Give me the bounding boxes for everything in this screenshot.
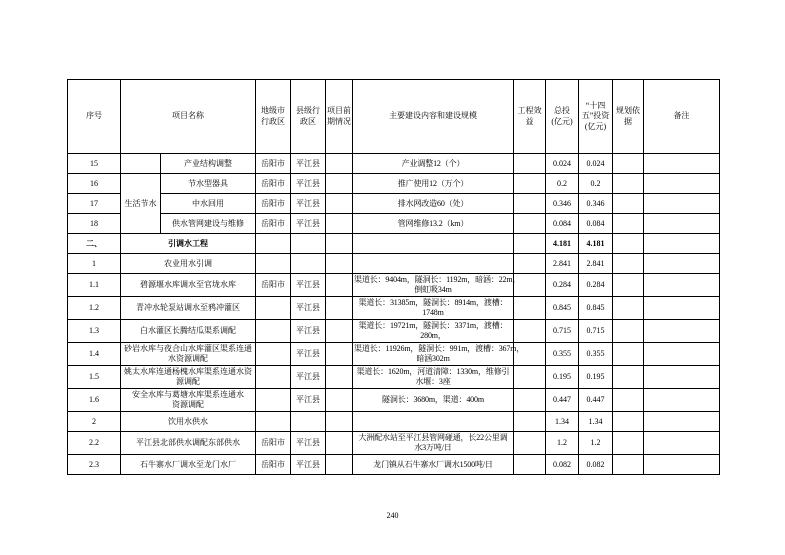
cell-plan14: 0.084	[579, 214, 613, 234]
cell-total: 0.024	[546, 154, 579, 174]
cell-county: 平江县	[291, 389, 326, 412]
cell-county: 平江县	[291, 343, 326, 366]
table-row	[68, 254, 720, 274]
cell-basis	[613, 412, 644, 432]
cell-city	[256, 297, 291, 320]
table-row	[68, 432, 720, 455]
cell-name: 白水灌区长腾结瓜渠系调配	[121, 320, 256, 343]
cell-plan14: 0.2	[579, 174, 613, 194]
header-total-investment: 总投 (亿元)	[546, 80, 579, 154]
cell-name: 中水回用	[161, 194, 256, 214]
cell-county: 平江县	[291, 194, 326, 214]
cell-city	[256, 320, 291, 343]
cell-prelim	[326, 412, 353, 432]
cell-remark	[644, 343, 720, 366]
header-remark: 备注	[644, 80, 720, 154]
cell-plan14: 4.181	[579, 234, 613, 254]
cell-seq: 1.5	[68, 366, 121, 389]
cell-group	[121, 154, 161, 174]
cell-remark	[644, 274, 720, 297]
cell-name: 饮用水供水	[121, 412, 256, 432]
cell-prelim	[326, 274, 353, 297]
cell-name: 姚太水库连通杨槐水库渠系连通水资 源调配	[121, 366, 256, 389]
cell-benefit	[514, 234, 546, 254]
cell-prelim	[326, 343, 353, 366]
cell-plan14: 1.34	[579, 412, 613, 432]
project-table	[67, 79, 720, 475]
page-number: 240	[386, 511, 399, 520]
cell-city: 岳阳市	[256, 455, 291, 475]
cell-seq: 1.6	[68, 389, 121, 412]
cell-name: 供水管网建设与维修	[161, 214, 256, 234]
table-row	[68, 274, 720, 297]
cell-benefit	[514, 154, 546, 174]
cell-basis	[613, 174, 644, 194]
cell-total: 0.084	[546, 214, 579, 234]
cell-basis	[613, 432, 644, 455]
cell-total: 1.2	[546, 432, 579, 455]
cell-plan14: 0.447	[579, 389, 613, 412]
cell-basis	[613, 389, 644, 412]
cell-name: 碧源堰水库调水至官垅水库	[121, 274, 256, 297]
table-row	[68, 174, 720, 194]
cell-content: 渠道长：11926m，隧洞长：991m，渡槽：367m， 暗涵302m	[353, 343, 514, 366]
cell-city: 岳阳市	[256, 194, 291, 214]
cell-content: 渠道长：1620m，河道清障：1330m，维修引 水堰：3座	[353, 366, 514, 389]
cell-basis	[613, 194, 644, 214]
table-row	[68, 366, 720, 389]
cell-benefit	[514, 320, 546, 343]
cell-name: 节水型器具	[161, 174, 256, 194]
table-body	[68, 154, 720, 475]
cell-remark	[644, 412, 720, 432]
cell-plan14: 0.195	[579, 366, 613, 389]
cell-plan14: 0.715	[579, 320, 613, 343]
cell-county	[291, 234, 326, 254]
cell-city	[256, 366, 291, 389]
cell-content: 渠道长：31385m，隧洞长：8914m，渡槽： 1748m	[353, 297, 514, 320]
cell-total: 4.181	[546, 234, 579, 254]
cell-prelim	[326, 455, 353, 475]
cell-city: 岳阳市	[256, 174, 291, 194]
cell-seq: 16	[68, 174, 121, 194]
header-14th-plan-investment: “十四 五”投资 (亿元)	[579, 80, 613, 154]
cell-total: 0.845	[546, 297, 579, 320]
cell-city	[256, 389, 291, 412]
cell-plan14: 0.082	[579, 455, 613, 475]
cell-city: 岳阳市	[256, 214, 291, 234]
cell-county: 平江县	[291, 455, 326, 475]
cell-total: 0.715	[546, 320, 579, 343]
cell-prelim	[326, 432, 353, 455]
cell-total: 0.346	[546, 194, 579, 214]
cell-prelim	[326, 174, 353, 194]
cell-prelim	[326, 389, 353, 412]
cell-plan14: 0.346	[579, 194, 613, 214]
cell-name: 产业结构调整	[161, 154, 256, 174]
cell-total: 0.195	[546, 366, 579, 389]
cell-content: 产业调整12（个）	[353, 154, 514, 174]
cell-seq: 1.3	[68, 320, 121, 343]
cell-basis	[613, 366, 644, 389]
table-row	[68, 320, 720, 343]
cell-seq: 18	[68, 214, 121, 234]
cell-benefit	[514, 389, 546, 412]
cell-plan14: 0.284	[579, 274, 613, 297]
cell-plan14: 1.2	[579, 432, 613, 455]
cell-seq: 1.4	[68, 343, 121, 366]
cell-city	[256, 254, 291, 274]
header-project-name: 项目名称	[121, 80, 256, 154]
cell-name: 砂岩水库与夜合山水库灌区渠系连通 水资源调配	[121, 343, 256, 366]
cell-basis	[613, 154, 644, 174]
cell-city	[256, 343, 291, 366]
cell-city: 岳阳市	[256, 154, 291, 174]
cell-county: 平江县	[291, 274, 326, 297]
cell-content	[353, 412, 514, 432]
cell-county: 平江县	[291, 366, 326, 389]
cell-prelim	[326, 234, 353, 254]
cell-content	[353, 254, 514, 274]
cell-county: 平江县	[291, 174, 326, 194]
cell-content: 管网维修13.2（km）	[353, 214, 514, 234]
cell-remark	[644, 320, 720, 343]
cell-name: 安全水库与葛塘水库渠系连通水 资源调配	[121, 389, 256, 412]
cell-basis	[613, 274, 644, 297]
cell-prelim	[326, 194, 353, 214]
header-content: 主要建设内容和建设规模	[353, 80, 514, 154]
cell-county	[291, 254, 326, 274]
table-row	[68, 389, 720, 412]
cell-benefit	[514, 194, 546, 214]
cell-content: 隧洞长：3680m，渠道：400m	[353, 389, 514, 412]
cell-basis	[613, 297, 644, 320]
table-row	[68, 154, 720, 174]
cell-total: 0.284	[546, 274, 579, 297]
table-row	[68, 214, 720, 234]
cell-remark	[644, 234, 720, 254]
cell-total: 0.082	[546, 455, 579, 475]
cell-name: 引调水工程	[121, 234, 256, 254]
cell-prelim	[326, 297, 353, 320]
header-planning-basis: 规划依 据	[613, 80, 644, 154]
cell-remark	[644, 174, 720, 194]
cell-remark	[644, 366, 720, 389]
cell-seq: 1	[68, 254, 121, 274]
header-county: 县级行 政区	[291, 80, 326, 154]
cell-name: 农业用水引调	[121, 254, 256, 274]
cell-remark	[644, 254, 720, 274]
table-row	[68, 194, 720, 214]
cell-remark	[644, 154, 720, 174]
cell-benefit	[514, 254, 546, 274]
cell-plan14: 2.841	[579, 254, 613, 274]
cell-basis	[613, 234, 644, 254]
cell-benefit	[514, 214, 546, 234]
cell-prelim	[326, 366, 353, 389]
cell-county: 平江县	[291, 154, 326, 174]
cell-total: 0.447	[546, 389, 579, 412]
cell-name: 平江县北部供水调配东部供水	[121, 432, 256, 455]
cell-benefit	[514, 366, 546, 389]
cell-basis	[613, 254, 644, 274]
cell-remark	[644, 214, 720, 234]
cell-content: 推广使用12（万个）	[353, 174, 514, 194]
table-row	[68, 412, 720, 432]
cell-county: 平江县	[291, 214, 326, 234]
cell-basis	[613, 214, 644, 234]
header-preliminary: 项目前 期情况	[326, 80, 353, 154]
cell-benefit	[514, 174, 546, 194]
table-row	[68, 455, 720, 475]
cell-plan14: 0.355	[579, 343, 613, 366]
cell-prelim	[326, 254, 353, 274]
cell-benefit	[514, 432, 546, 455]
header-benefit: 工程效 益	[514, 80, 546, 154]
cell-total: 2.841	[546, 254, 579, 274]
cell-benefit	[514, 455, 546, 475]
cell-prelim	[326, 214, 353, 234]
cell-remark	[644, 194, 720, 214]
cell-city	[256, 234, 291, 254]
cell-content	[353, 234, 514, 254]
cell-name: 青冲水轮泵站调水至鸦冲灌区	[121, 297, 256, 320]
cell-seq: 1.2	[68, 297, 121, 320]
cell-total: 0.355	[546, 343, 579, 366]
cell-benefit	[514, 297, 546, 320]
cell-city: 岳阳市	[256, 432, 291, 455]
cell-seq: 17	[68, 194, 121, 214]
header-city: 地级市 行政区	[256, 80, 291, 154]
cell-remark	[644, 297, 720, 320]
table-row	[68, 297, 720, 320]
cell-county	[291, 412, 326, 432]
header-seq: 序号	[68, 80, 121, 154]
cell-county: 平江县	[291, 297, 326, 320]
cell-basis	[613, 343, 644, 366]
table-row-heading	[68, 234, 720, 254]
cell-basis	[613, 320, 644, 343]
cell-group: 生活节水	[121, 174, 161, 234]
cell-remark	[644, 432, 720, 455]
cell-seq: 2	[68, 412, 121, 432]
cell-seq: 2.3	[68, 455, 121, 475]
cell-seq: 2.2	[68, 432, 121, 455]
cell-county: 平江县	[291, 320, 326, 343]
cell-remark	[644, 455, 720, 475]
cell-total: 0.2	[546, 174, 579, 194]
table-header-row	[68, 80, 720, 154]
cell-total: 1.34	[546, 412, 579, 432]
table-row	[68, 343, 720, 366]
cell-content: 排水网改造60（处）	[353, 194, 514, 214]
cell-city	[256, 412, 291, 432]
cell-benefit	[514, 412, 546, 432]
cell-remark	[644, 389, 720, 412]
cell-content: 大洲配水站至平江县管网碰通，长22公里调 水3万吨/日	[353, 432, 514, 455]
cell-city: 岳阳市	[256, 274, 291, 297]
cell-content: 渠道长：19721m，隧洞长：3371m，渡槽： 280m，	[353, 320, 514, 343]
cell-seq: 二、	[68, 234, 121, 254]
cell-county: 平江县	[291, 432, 326, 455]
cell-name: 石牛寨水厂调水至龙门水厂	[121, 455, 256, 475]
cell-seq: 15	[68, 154, 121, 174]
cell-content: 渠道长：9404m，隧洞长：1192m，暗涵：22m， 倒虹吸34m	[353, 274, 514, 297]
cell-plan14: 0.024	[579, 154, 613, 174]
cell-plan14: 0.845	[579, 297, 613, 320]
cell-prelim	[326, 320, 353, 343]
cell-content: 龙门镇从石牛寨水厂调水1500吨/日	[353, 455, 514, 475]
cell-seq: 1.1	[68, 274, 121, 297]
cell-prelim	[326, 154, 353, 174]
cell-basis	[613, 455, 644, 475]
